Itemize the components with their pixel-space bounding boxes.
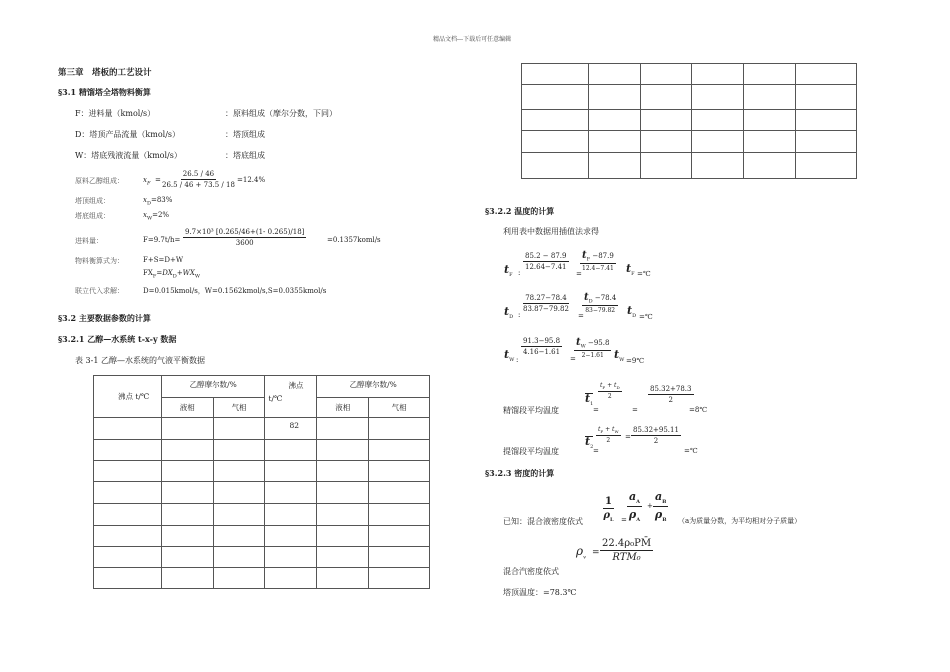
page-header: 精品文档---下载后可任意编辑 — [433, 36, 512, 43]
tW-fraction-1 — [521, 337, 562, 356]
tF-num-1: 85.2 − 87.9 — [525, 252, 567, 260]
xF-equals: = — [155, 176, 161, 184]
rhoA: $\rho_A$ — [628, 508, 641, 524]
liquid-density-note: （a为质量分数，为平均相对分子质量） — [678, 517, 802, 525]
header-boiling-point-2 — [265, 376, 317, 418]
balance-equation-2: $FX_F=DX_D+WX_W$ — [143, 269, 200, 280]
top-temperature: 塔顶温度：=78.3℃ — [503, 588, 577, 597]
tW-fraction-2 — [574, 337, 611, 359]
xF-denominator: 26.5 / 46 + 73.5 / 18 — [162, 181, 235, 189]
header-ethanol-mole-1: 乙醇摩尔数/% — [161, 376, 265, 398]
tF-den-1: 12.64−7.41 — [525, 263, 567, 271]
t2-num-1: $t_F + t_W$ — [598, 426, 619, 435]
table-row — [94, 440, 430, 461]
aA-rhoA-fraction — [627, 490, 642, 523]
feed-fraction — [183, 228, 306, 247]
feed-label: 进料量： — [75, 237, 103, 245]
aA: $a_A$ — [629, 490, 641, 506]
t2-fraction-2 — [631, 426, 681, 445]
rho-L-den: $\rho_L$ — [603, 510, 614, 523]
tD-unit: =℃ — [639, 313, 653, 321]
xW-value: $x_W=2\%$ — [143, 211, 170, 222]
tF-num-2: $t_F -87.9$ — [582, 250, 614, 263]
aB-rhoB-fraction — [653, 490, 668, 523]
header-boiling-point: 沸点 t/℃ — [94, 376, 162, 418]
t2-fraction-1 — [596, 426, 621, 444]
vle-data-table — [93, 375, 430, 589]
tF-den-2: 12.4−7.41 — [582, 265, 614, 273]
t2-den-2: 2 — [653, 437, 659, 445]
t1-num-1: $t_F + t_D$ — [600, 382, 620, 391]
section-3-2-title: §3.2 主要数据参数的计算 — [58, 313, 151, 323]
t2-num-2: 85.32+95.11 — [633, 426, 679, 434]
continued-data-table — [521, 63, 857, 179]
section-3-2-3-title: §3.2.3 密度的计算 — [485, 468, 555, 478]
t1-den-2: 2 — [668, 396, 673, 404]
xD-value: $x_D=83\%$ — [143, 196, 173, 207]
W-description: ：塔底组成 — [225, 151, 265, 160]
header-liquid-2: 液相 — [317, 398, 369, 418]
tD-num-2: $t_D -78.4$ — [584, 292, 617, 305]
tD-num-1: 78.27−78.4 — [525, 294, 567, 302]
table-row — [522, 153, 857, 179]
rhoB: $\rho_B$ — [654, 508, 667, 524]
rho-L-num: 1 — [605, 496, 612, 507]
table-row — [94, 418, 430, 440]
rho-v-num: 22.4ρ₀PM̄ — [602, 538, 652, 549]
stripping-average-label: 提馏段平均温度 — [503, 447, 559, 456]
t1-num-2: 85.32+78.3 — [650, 385, 692, 393]
top-composition-label: 塔顶组成： — [75, 197, 110, 205]
balance-equation-1: F+S=D+W — [143, 256, 184, 264]
D-description: ：塔顶组成 — [225, 130, 265, 139]
feed-numerator: 9.7×10³ [0.265/46+(1- 0.265)/18] — [185, 228, 305, 236]
table-row — [522, 64, 857, 85]
t2-symbol: $t_2$ — [585, 435, 594, 451]
tD-den-2: 83−79.82 — [585, 307, 616, 315]
table-row — [94, 504, 430, 526]
tW-symbol-2: $t_W$ — [614, 348, 625, 364]
vapor-density-label: 混合汽密度依式 — [503, 567, 559, 576]
header-ethanol-mole-2: 乙醇摩尔数/% — [317, 376, 430, 398]
t1-fraction-2 — [648, 385, 694, 404]
header-vapor-1: 气相 — [213, 398, 265, 418]
t1-fraction-1 — [598, 382, 622, 400]
tF-unit: =℃ — [637, 270, 651, 278]
header-bp2-line1: 沸点 — [288, 381, 304, 390]
aB: $a_B$ — [655, 490, 667, 506]
section-3-2-2-title: §3.2.2 温度的计算 — [485, 206, 555, 216]
t2-result: =℃ — [684, 447, 698, 455]
tW-den-2: 2−1.61 — [581, 352, 604, 360]
tW-num-1: 91.3−95.8 — [523, 337, 561, 345]
rho-v-fraction — [600, 538, 653, 563]
t2-den-1: 2 — [606, 437, 611, 445]
tD-symbol-2: $t_D$ — [627, 304, 637, 320]
tF-symbol: $t_F$ — [504, 263, 513, 279]
t1-den-1: 2 — [607, 393, 612, 401]
table-row — [94, 568, 430, 589]
tD-fraction-2 — [582, 292, 618, 314]
table-row — [522, 131, 857, 153]
feed-denominator: 3600 — [235, 239, 254, 247]
table-caption: 表 3-1 乙醇—水系统的气液平衡数据 — [75, 356, 205, 365]
xF-fraction — [162, 170, 235, 189]
liquid-density-label: 已知：混合液密度依式 — [503, 517, 583, 526]
xF-symbol: $x_F$ — [143, 176, 151, 187]
W-label: W：塔底残液流量（kmol/s） — [75, 151, 182, 160]
table-row — [94, 547, 430, 568]
tD-symbol: $t_D$ — [504, 305, 514, 321]
section-3-2-1-title: §3.2.1 乙醇—水系统 t-x-y 数据 — [58, 334, 177, 344]
table-row — [94, 526, 430, 547]
rho-v-den: RTM₀ — [612, 552, 641, 563]
tD-fraction-1 — [523, 294, 569, 313]
feed-composition-label: 原料乙醇组成： — [75, 177, 124, 185]
solve-label: 联立代入求解： — [75, 287, 124, 295]
feed-result: =0.1357koml/s — [327, 236, 381, 244]
balance-label: 物料衡算式为： — [75, 257, 124, 265]
tD-den-1: 83.87−79.82 — [523, 305, 569, 313]
section-3-1-title: §3.1 精馏塔全塔物料衡算 — [58, 87, 151, 97]
rectifying-average-label: 精馏段平均温度 — [503, 406, 559, 415]
interpolation-intro: 利用表中数据用插值法求得 — [503, 227, 599, 236]
tF-fraction-2 — [580, 250, 616, 272]
xF-numerator: 26.5 / 46 — [182, 170, 215, 178]
solve-result: D=0.015kmol/s，W=0.1562kmol/s,S=0.0355kmol/s — [143, 287, 327, 295]
bottom-composition-label: 塔底组成： — [75, 212, 110, 220]
tF-fraction-1 — [523, 252, 569, 271]
t1-result: =8℃ — [689, 406, 708, 414]
D-label: D：塔顶产品流量（kmol/s） — [75, 130, 181, 139]
rho-L-fraction — [603, 496, 614, 523]
header-vapor-2: 气相 — [369, 398, 430, 418]
table-row — [522, 110, 857, 131]
F-label: F：进料量（kmol/s） — [75, 109, 156, 118]
xF-result: =12.4% — [237, 176, 266, 184]
table-row — [94, 461, 430, 482]
t1-symbol: $t_1$ — [585, 392, 594, 408]
chapter-title: 第三章 塔板的工艺设计 — [58, 68, 152, 78]
rho-v-symbol: $\rho_v$ — [576, 544, 586, 561]
header-liquid-1: 液相 — [161, 398, 213, 418]
cell-bp-82: 82 — [265, 418, 317, 440]
tW-unit: =9℃ — [626, 357, 645, 365]
tW-symbol: $t_W$ — [504, 348, 515, 364]
feed-equation: F=9.7t/h= — [143, 236, 181, 244]
table-row — [522, 85, 857, 110]
tW-num-2: $t_W -95.8$ — [576, 337, 610, 350]
header-bp2-line2: t/℃ — [268, 394, 283, 403]
table-row — [94, 482, 430, 504]
tW-den-1: 4.16−1.61 — [523, 348, 561, 356]
F-description: ：原料组成（摩尔分数，下同） — [225, 109, 337, 118]
tF-symbol-2: $t_F$ — [626, 262, 635, 278]
